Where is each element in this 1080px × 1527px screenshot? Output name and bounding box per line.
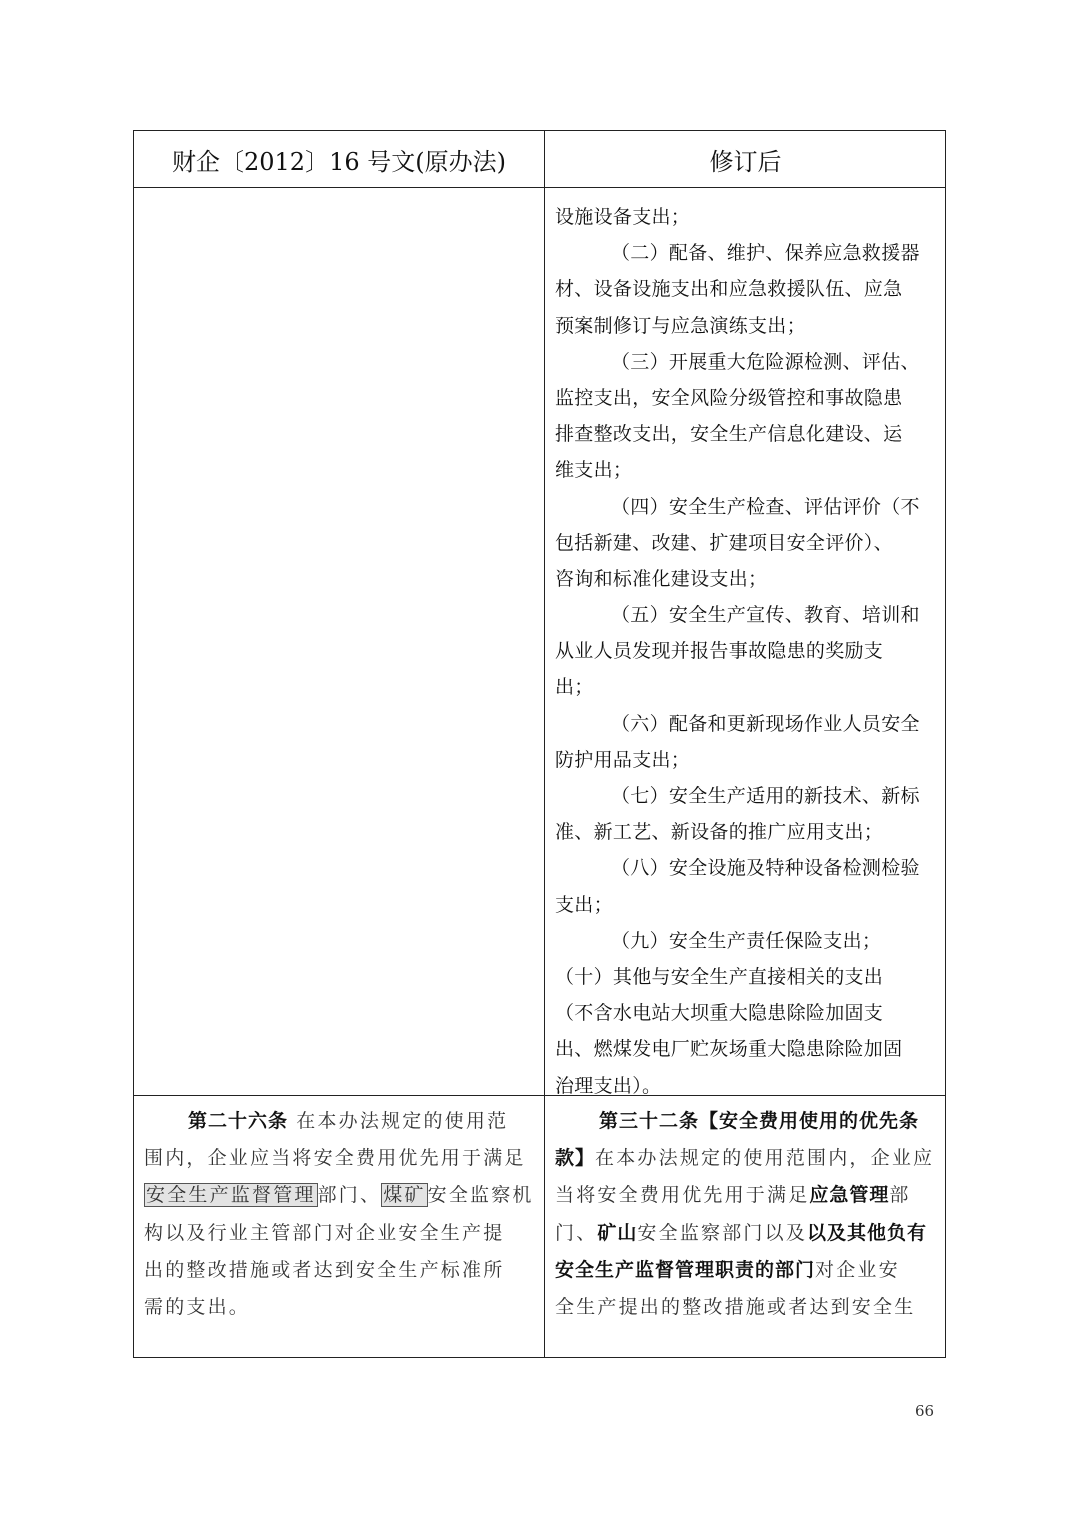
revised-line: （十）其他与安全生产直接相关的支出 (555, 965, 884, 988)
revised-line: 咨询和标准化建设支出； (555, 567, 768, 590)
revised-line: （三）开展重大危险源检测、评估、 (611, 350, 920, 373)
revised-line: 材、设备设施支出和应急救援队伍、应急 (555, 278, 903, 301)
highlighted-term: 安全生产监督管理 (146, 1184, 316, 1207)
article-line: 围内，企业应当将安全费用优先用于满足 (144, 1147, 526, 1170)
revised-line: 出； (555, 676, 594, 699)
article-line: 安全生产监督管理 部门、 煤矿 安全监察机 (146, 1184, 534, 1207)
revised-line: （六）配备和更新现场作业人员安全 (611, 712, 920, 735)
revised-line: 准、新工艺、新设备的推广应用支出； (555, 821, 884, 844)
revised-line: 设施设备支出； (555, 206, 691, 228)
revised-line: （四）安全生产检查、评估评价（不 (611, 495, 920, 518)
revised-line: 出、燃煤发电厂贮灰场重大隐患除险加固 (555, 1038, 903, 1061)
revised-line: 从业人员发现并报告事故隐患的奖励支 (555, 640, 884, 663)
revised-line: 维支出； (555, 459, 633, 482)
revised-line: 防护用品支出； (555, 748, 691, 771)
header-divider (134, 187, 945, 188)
article-line: 第二十六条 在本办法规定的使用范 (188, 1110, 509, 1132)
article-line: 门、矿山安全监察部门以及以及其他负有 (555, 1221, 928, 1244)
revised-line: （五）安全生产宣传、教育、培训和 (611, 604, 920, 627)
page-number: 66 (915, 1402, 935, 1420)
revised-line: （不含水电站大坝重大隐患除险加固支 (555, 1002, 884, 1025)
revised-line: （九）安全生产责任保险支出； (611, 929, 882, 952)
revised-line: 治理支出）。 (555, 1074, 662, 1097)
article-line: 构以及行业主管部门对企业安全生产提 (144, 1221, 505, 1244)
revised-line: 支出； (555, 893, 613, 916)
revised-line: 监控支出，安全风险分级管控和事故隐患 (555, 386, 903, 409)
article-line: 安全生产监督管理职责的部门对企业安 (555, 1258, 900, 1281)
article-line: 全生产提出的整改措施或者达到安全生 (555, 1295, 916, 1318)
header-revised: 修订后 (709, 147, 782, 176)
article-title: 第二十六条 (188, 1110, 289, 1132)
revised-article-cell (555, 1103, 937, 1326)
article-line: 出的整改措施或者达到安全生产标准所 (144, 1258, 505, 1281)
original-article-cell (144, 1103, 536, 1326)
revised-line: 排查整改支出，安全生产信息化建设、运 (555, 423, 903, 446)
article-line: 款】在本办法规定的使用范围内，企业应 (555, 1147, 935, 1170)
column-divider (544, 131, 545, 1357)
highlighted-term: 煤矿 (383, 1184, 426, 1207)
revised-line: （二）配备、维护、保养应急救援器 (611, 242, 920, 265)
comparison-table (133, 130, 946, 1358)
article-title: 第三十二条【安全费用使用的优先条 (599, 1110, 920, 1132)
revised-line: 预案制修订与应急演练支出； (555, 314, 806, 337)
revised-line: （七）安全生产适用的新技术、新标 (611, 785, 920, 807)
revised-items-cell (555, 199, 937, 1104)
article-line: 当将安全费用优先用于满足应急管理部 (555, 1184, 911, 1207)
revised-line: 包括新建、改建、扩建项目安全评价）、 (555, 531, 893, 554)
header-original: 财企〔2012〕16 号文(原办法) (172, 147, 506, 176)
article-line (555, 1103, 937, 1140)
article-line: 需的支出。 (144, 1295, 251, 1318)
revised-line: （八）安全设施及特种设备检测检验 (611, 857, 920, 880)
